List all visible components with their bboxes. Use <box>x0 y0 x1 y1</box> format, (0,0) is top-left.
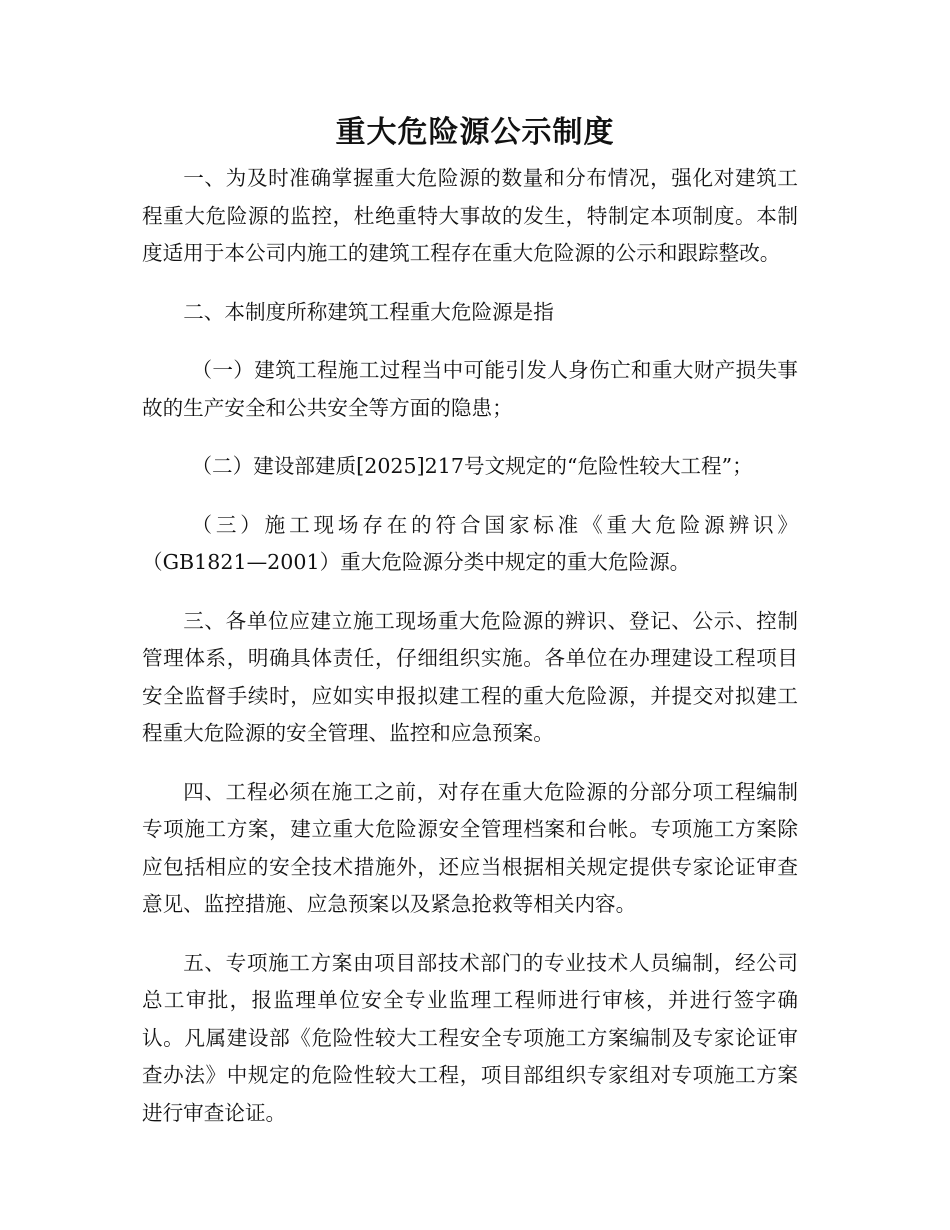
paragraph-5: 五、专项施工方案由项目部技术部门的专业技术人员编制，经公司总工审批，报监理单位安全专业监理工程师进行审核，并进行签字确认。凡属建设部《危险性较大工程安全专项施工方案编制及专家论证审查办法》中规定的危险性较大工程，项目部组织专家组对专项施工方案进行审查论证。 <box>142 950 798 1125</box>
paragraph-2: 二、本制度所称建筑工程重大危险源是指 <box>183 299 554 324</box>
paragraph-4: 四、工程必须在施工之前，对存在重大危险源的分部分项工程编制专项施工方案，建立重大危险源安全管理档案和台帐。专项施工方案除应包括相应的安全技术措施外，还应当根据相关规定提供专家论证审查意见、监控措施、应急预案以及紧急抢救等相关内容。 <box>142 779 798 916</box>
paragraph-1: 一、为及时准确掌握重大危险源的数量和分布情况，强化对建筑工程重大危险源的监控，杜绝重特大事故的发生，特制定本项制度。本制度适用于本公司内施工的建筑工程存在重大危险源的公示和跟踪整改。 <box>142 166 798 265</box>
document-title: 重大危险源公示制度 <box>335 115 615 150</box>
paragraph-2-item-3: （三）施工现场存在的符合国家标准《重大危险源辨识》（GB1821—2001）重大危险源分类中规定的重大危险源。 <box>142 512 798 574</box>
document-body <box>142 160 798 1153</box>
paragraph-3: 三、各单位应建立施工现场重大危险源的辨识、登记、公示、控制管理体系，明确具体责任，仔细组织实施。各单位在办理建设工程项目安全监督手续时，应如实申报拟建工程的重大危险源，并提交对拟建工程重大危险源的安全管理、监控和应急预案。 <box>142 608 798 745</box>
paragraph-2-item-1: （一）建筑工程施工过程当中可能引发人身伤亡和重大财产损失事故的生产安全和公共安全等方面的隐患； <box>142 358 798 420</box>
paragraph-2-item-2: （二）建设部建质[2025]217号文规定的“危险性较大工程”； <box>191 454 753 478</box>
